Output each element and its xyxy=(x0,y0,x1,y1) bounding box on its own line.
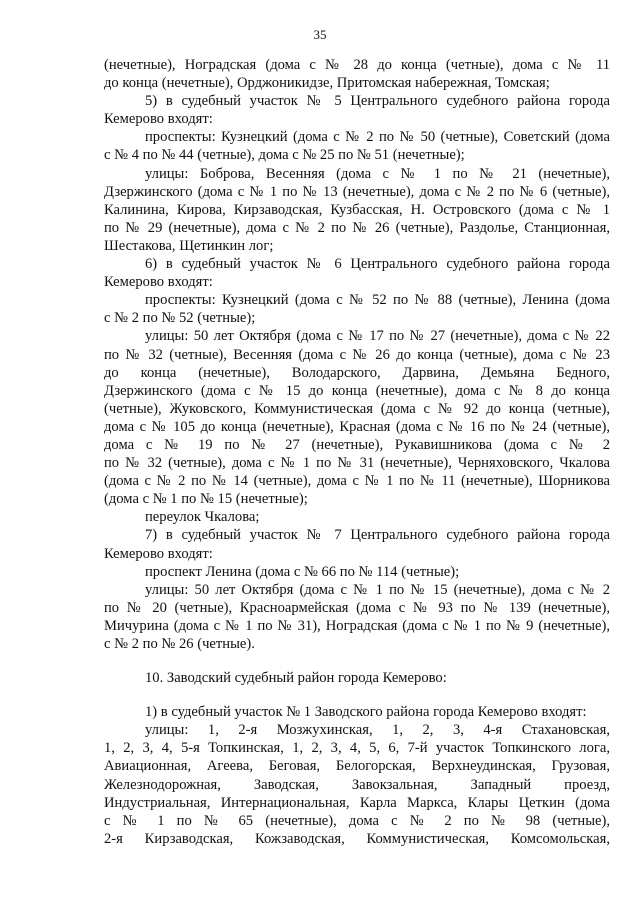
text-line: Калинина, Кирова, Кирзаводская, Кузбасская, Н. Островского (дома с № 1 xyxy=(104,201,610,218)
text-line: Мичурина (дома с № 1 по № 31), Ноградская (дома с № 1 по № 9 (нечетные), xyxy=(104,617,610,634)
text-line: по № 32 (четные), Весенняя (дома с № 26 до конца (четные), дома с № 23 xyxy=(104,346,610,363)
text-line: (дома с № 1 по № 15 (нечетные); xyxy=(104,491,308,508)
text-line: Индустриальная, Интернациональная, Карла Маркса, Клары Цеткин (дома xyxy=(104,794,610,811)
text-line: улицы: 50 лет Октября (дома с № 1 по № 15 (нечетные), дома с № 2 xyxy=(145,581,610,598)
text-line: по № 20 (четные), Красноармейская (дома с № 93 по № 139 (нечетные), xyxy=(104,599,610,616)
text-line: с № 4 по № 44 (четные), дома с № 25 по № 51 (нечетные); xyxy=(104,147,465,164)
text-line: 1) в судебный участок № 1 Заводского района города Кемерово входят: xyxy=(145,704,587,721)
paragraph-gap xyxy=(104,687,610,703)
text-line: до конца (нечетные), Орджоникидзе, Притомская набережная, Томская; xyxy=(104,75,550,92)
text-line: (дома с № 2 по № 14 (четные), дома с № 1 по № 11 (нечетные), Шорникова xyxy=(104,473,610,490)
page-number: 35 xyxy=(313,27,327,42)
text-line: Авиационная, Агеева, Беговая, Белогорская, Верхнеудинская, Грузовая, xyxy=(104,758,610,775)
text-line: улицы: 50 лет Октября (дома с № 17 по № 27 (нечетные), дома с № 22 xyxy=(145,328,610,345)
text-line: дома с № 19 по № 27 (нечетные), Рукавишникова (дома с № 2 xyxy=(104,436,610,453)
text-line: 1, 2, 3, 4, 5-я Топкинская, 1, 2, 3, 4, 5, 6, 7-й участок Топкинского лога, xyxy=(104,740,610,757)
text-line: Дзержинского (дома с № 1 по № 13 (нечетные), дома с № 2 по № 6 (четные), xyxy=(104,183,610,200)
text-line: Кемерово входят: xyxy=(104,545,213,562)
text-line: 10. Заводский судебный район города Кемерово: xyxy=(145,670,447,687)
text-line: проспекты: Кузнецкий (дома с № 2 по № 50 (четные), Советский (дома xyxy=(145,129,610,146)
text-line: проспект Ленина (дома с № 66 по № 114 (четные); xyxy=(145,563,460,580)
text-line: с № 2 по № 52 (четные); xyxy=(104,310,256,327)
text-line: по № 29 (нечетные), дома с № 2 по № 26 (четные), Раздолье, Станционная, xyxy=(104,219,610,236)
text-line: улицы: Боброва, Весенняя (дома с № 1 по № 21 (нечетные), xyxy=(145,165,610,182)
text-line: дома с № 105 до конца (нечетные), Красная (дома с № 16 по № 24 (четные), xyxy=(104,418,610,435)
text-line: проспекты: Кузнецкий (дома с № 52 по № 88 (четные), Ленина (дома xyxy=(145,292,610,309)
text-line: Шестакова, Щетинкин лог; xyxy=(104,237,274,254)
text-line: улицы: 1, 2-я Мозжухинская, 1, 2, 3, 4-я Стахановская, xyxy=(145,722,610,739)
text-line: Кемерово входят: xyxy=(104,274,213,291)
text-line: (нечетные), Ноградская (дома с № 28 до конца (четные), дома с № 11 xyxy=(104,57,610,73)
text-line: (четные), Жуковского, Коммунистическая (дома с № 92 до конца (четные), xyxy=(104,400,610,417)
text-line: 6) в судебный участок № 6 Центрального судебного района города xyxy=(145,256,610,273)
text-line: Дзержинского (дома с № 15 до конца (нечетные), дома с № 8 до конца xyxy=(104,382,610,399)
text-line: с № 1 по № 65 (нечетные), дома с № 2 по № 98 (четные), xyxy=(104,812,610,829)
paragraph-gap xyxy=(104,653,610,669)
document-body xyxy=(104,56,610,848)
text-line: 2-я Кирзаводская, Кожзаводская, Коммунистическая, Комсомольская, xyxy=(104,830,610,847)
text-line: 7) в судебный участок № 7 Центрального судебного района города xyxy=(145,527,610,544)
text-line: по № 32 (четные), дома с № 1 по № 31 (нечетные), Черняховского, Чкалова xyxy=(104,455,610,472)
text-line: 5) в судебный участок № 5 Центрального судебного района города xyxy=(145,93,610,110)
text-line: переулок Чкалова; xyxy=(145,509,260,526)
text-line: с № 2 по № 26 (четные). xyxy=(104,636,255,652)
text-line: Железнодорожная, Заводская, Завокзальная, Западный проезд, xyxy=(104,776,610,793)
text-line: Кемерово входят: xyxy=(104,111,213,128)
text-line: до конца (нечетные), Володарского, Дарвина, Демьяна Бедного, xyxy=(104,364,610,381)
